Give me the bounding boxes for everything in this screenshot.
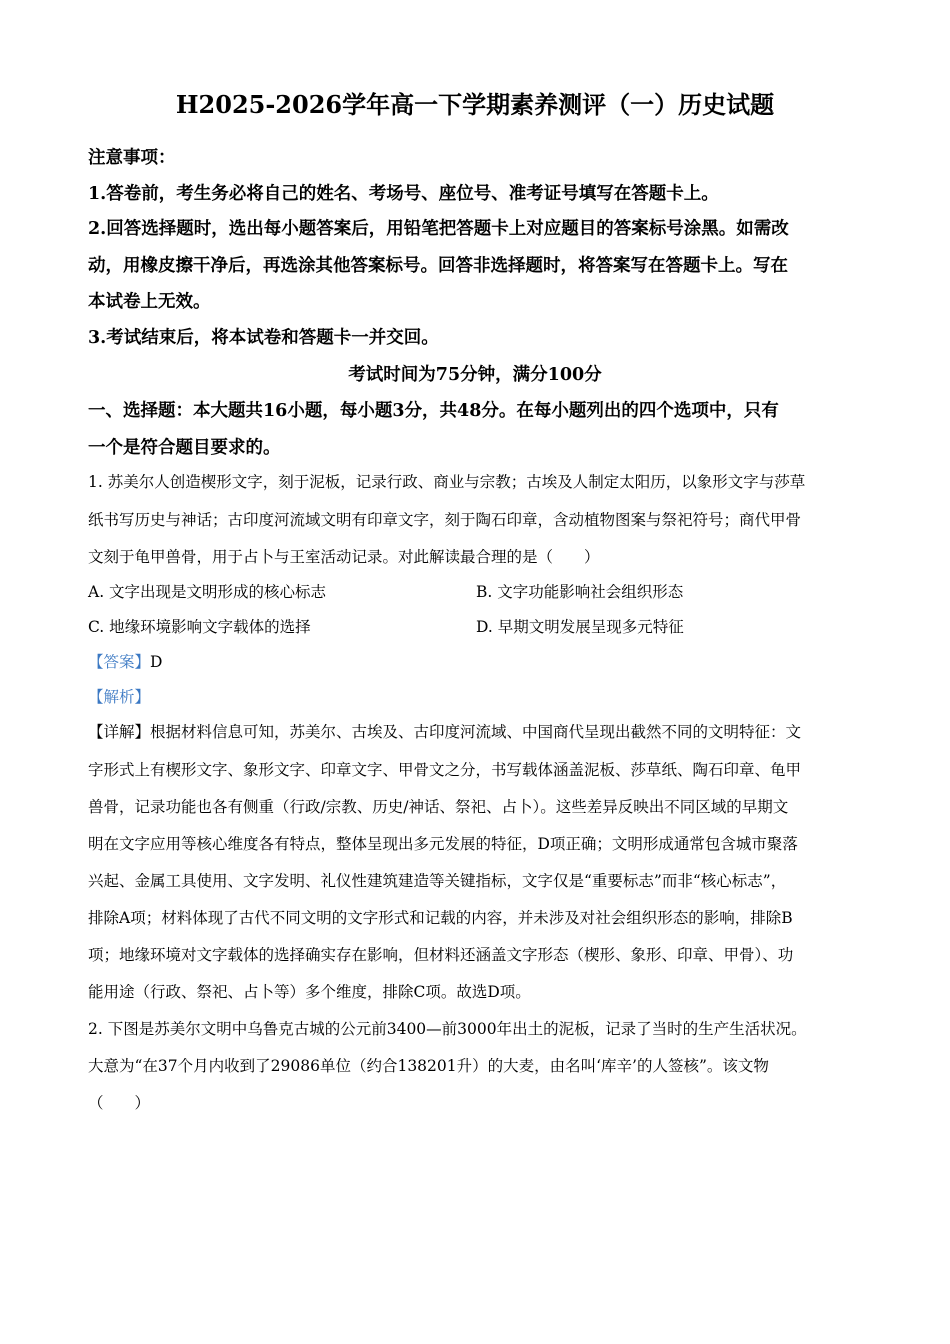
question-1-option-b: B. 文字功能影响社会组织形态 — [476, 583, 684, 601]
notice-heading: 注意事项： — [88, 148, 176, 168]
question-1-line-1: 1. 苏美尔人创造楔形文字，刻于泥板，记录行政、商业与宗教；古埃及人制定太阳历，以象形文字与莎草 — [88, 473, 806, 491]
question-1-detail-line-7: 项；地缘环境对文字载体的选择确实存在影响，但材料还涵盖文字形态（楔形、象形、印章、甲骨）、功 — [88, 946, 794, 964]
notice-item-2-line-2: 动，用橡皮擦干净后，再选涂其他答案标号。回答非选择题时，将答案写在答题卡上。写在 — [88, 256, 788, 276]
question-1-detail-line-3: 兽骨，记录功能也各有侧重（行政/宗教、历史/神话、祭祀、占卜）。这些差异反映出不同区域的早期文 — [88, 798, 789, 816]
question-2-line-1: 2. 下图是苏美尔文明中乌鲁克古城的公元前3400—前3000年出土的泥板，记录了当时的生产生活状况。 — [88, 1020, 807, 1038]
notice-item-2-line-3: 本试卷上无效。 — [88, 292, 211, 312]
exam-time: 考试时间为75分钟，满分100分 — [348, 365, 602, 385]
section-heading-line-1: 一、选择题：本大题共16小题，每小题3分，共48分。在每小题列出的四个选项中，只有 — [88, 401, 779, 421]
question-1-detail-line-4: 明在文字应用等核心维度各有特点，整体呈现出多元发展的特征，D项正确；文明形成通常包含城市聚落 — [88, 835, 798, 853]
question-2-line-3: （ ） — [88, 1094, 151, 1112]
question-1-line-3: 文刻于龟甲兽骨，用于占卜与王室活动记录。对此解读最合理的是（ ） — [88, 548, 600, 566]
notice-item-1: 1.答卷前，考生务必将自己的姓名、考场号、座位号、准考证号填写在答题卡上。 — [88, 184, 719, 204]
exam-title: H2025-2026学年高一下学期素养测评（一）历史试题 — [175, 90, 775, 119]
question-1-answer — [88, 651, 868, 673]
question-1-option-d: D. 早期文明发展呈现多元特征 — [476, 618, 684, 636]
question-1-detail-line-5: 兴起、金属工具使用、文字发明、礼仪性建筑建造等关键指标，文字仅是“重要标志”而非“核心标志”， — [88, 872, 787, 890]
question-1-detail-line-6: 排除A项；材料体现了古代不同文明的文字形式和记载的内容，并未涉及对社会组织形态的影响，排除B — [88, 909, 793, 927]
detail-tag: 【详解】 — [88, 723, 151, 741]
answer-tag: 【答案】 — [88, 653, 151, 671]
question-1-detail-line-8: 能用途（行政、祭祀、占卜等）多个维度，排除C项。故选D项。 — [88, 983, 531, 1001]
question-1-detail-line-2: 字形式上有楔形文字、象形文字、印章文字、甲骨文之分，书写载体涵盖泥板、莎草纸、陶石印章、龟甲 — [88, 761, 802, 779]
notice-item-2-line-1: 2.回答选择题时，选出每小题答案后，用铅笔把答题卡上对应题目的答案标号涂黑。如需改 — [88, 219, 789, 239]
question-1-line-2: 纸书写历史与神话；古印度河流域文明有印章文字，刻于陶石印章，含动植物图案与祭祀符号；商代甲骨 — [88, 511, 802, 529]
answer-value: D — [150, 653, 163, 671]
question-1-detail-line-1 — [88, 721, 868, 743]
section-heading-line-2: 一个是符合题目要求的。 — [88, 438, 281, 458]
question-2-line-2: 大意为“在37个月内收到了29086单位（约合138201升）的大麦，由名叫‘库辛’的人签核”。该文物 — [88, 1057, 769, 1075]
question-1-analysis — [88, 686, 868, 708]
question-1-option-c: C. 地缘环境影响文字载体的选择 — [88, 618, 311, 636]
analysis-tag: 【解析】 — [88, 688, 151, 706]
notice-item-3: 3.考试结束后，将本试卷和答题卡一并交回。 — [88, 328, 439, 348]
detail-text: 根据材料信息可知，苏美尔、古埃及、古印度河流域、中国商代呈现出截然不同的文明特征：文 — [150, 723, 802, 741]
question-1-option-a: A. 文字出现是文明形成的核心标志 — [88, 583, 327, 601]
